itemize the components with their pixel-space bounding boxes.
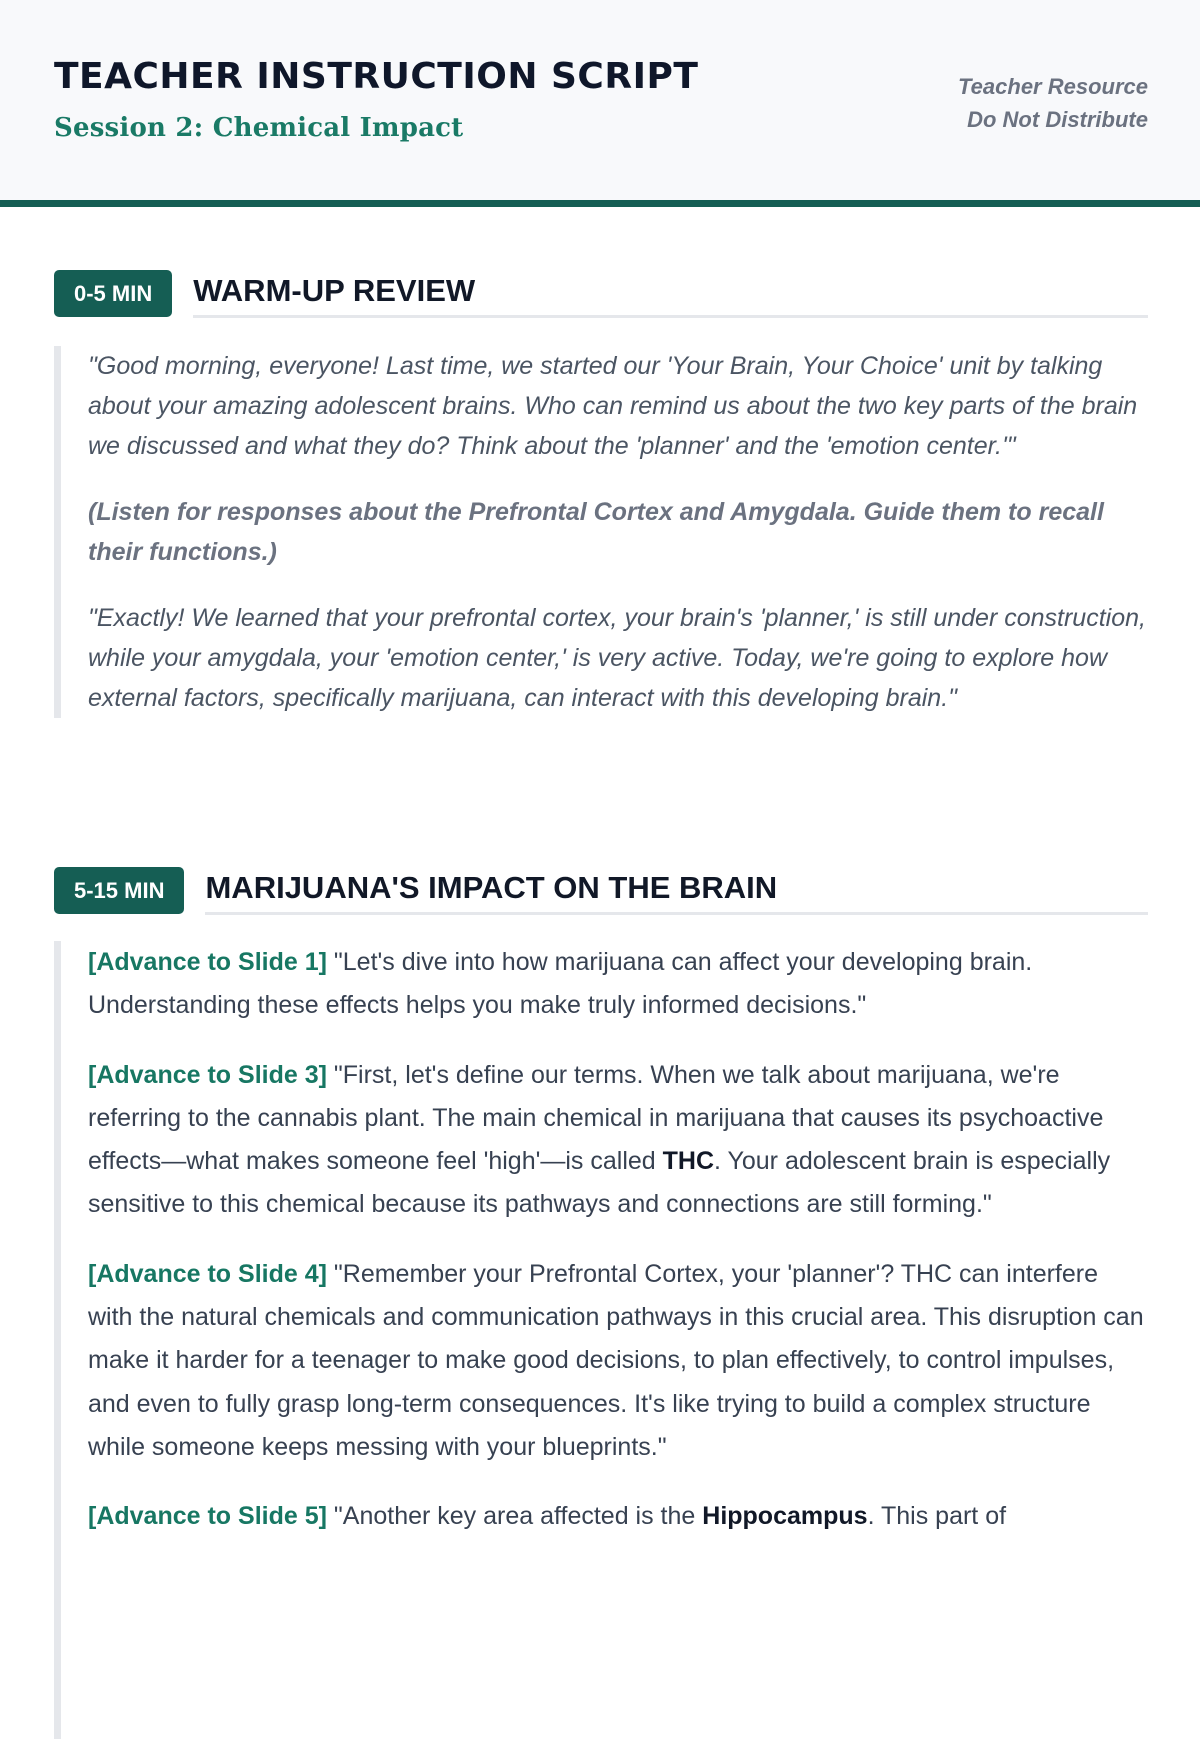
paragraph-text: . Your adolescent brain is especially sensitive to this chemical because its pathways and connections are still forming." [88,1147,1111,1219]
teacher-direction: (Listen for responses about the Prefrontal Cortex and Amygdala. Guide them to recall their functions.) [88,498,1104,566]
key-term: Hippocampus [702,1502,868,1531]
session-subtitle: Session 2: Chemical Impact [54,113,464,143]
slide-cue: [Advance to Slide 1] [88,948,327,976]
slide-cue: [Advance to Slide 4] [88,1259,327,1288]
script-paragraph [88,941,1148,1028]
script-paragraph [88,1495,1148,1538]
section-title: WARM-UP REVIEW [193,273,1148,318]
section-heading [54,866,1148,914]
slide-cue: [Advance to Slide 3] [88,1060,327,1089]
paragraph-text: "Another key area affected is the [326,1502,703,1531]
script-paragraph [88,1054,1148,1227]
paragraph-text: . This part of [867,1502,1007,1531]
script-block [54,941,1148,1739]
paragraph-text: "Let's dive into how marijuana can affect your developing brain. Understanding these effects helps you make truly informed decisions." [88,948,1033,1020]
script-paragraph: "Good morning, everyone! Last time, we started our 'Your Brain, Your Choice' unit by talking about your amazing adolescent brains. Who can remind us about the two key parts of the brain we discussed and what they do? Think about the 'planner' and the 'emotion center.'" [88,352,1138,460]
resource-note-line-2: Do Not Distribute [967,107,1148,132]
time-badge: 0-5 MIN [54,270,172,317]
script-paragraph: "Exactly! We learned that your prefrontal cortex, your brain's 'planner,' is still under construction, while your amygdala, your 'emotion center,' is very active. Today, we're going to explore how external factors, specifically marijuana, can interact with this developing brain." [88,604,1146,712]
resource-note-line-1: Teacher Resource [958,74,1148,99]
slide-cue: [Advance to Slide 5] [88,1502,327,1531]
resource-note [958,70,1148,136]
script-block [54,346,1148,718]
script-paragraph [88,1253,1148,1469]
section-warm-up-review [54,269,1148,718]
key-term: THC [662,1147,715,1176]
paragraph-text: "Remember your Prefrontal Cortex, your 'planner'? THC can interfere with the natural chemicals and communication pathways in this crucial area. This disruption can make it harder for a teenager to make good decisions, to plan effectively, to control impulses, and even to fully grasp long-term consequences. It's like trying to build a complex structure while someone keeps messing with your blueprints." [88,1259,1144,1461]
time-badge: 5-15 MIN [54,867,184,914]
section-marijuana-impact [54,866,1148,1739]
document-title: TEACHER INSTRUCTION SCRIPT [54,56,699,97]
section-title: MARIJUANA'S IMPACT ON THE BRAIN [205,870,1148,915]
page-header [0,0,1200,207]
section-heading [54,269,1148,317]
paragraph-text: "First, let's define our terms. When we talk about marijuana, we're referring to the cannabis plant. The main chemical in marijuana that causes its psychoactive effects—what makes someone feel 'high'—is called [88,1060,1104,1176]
